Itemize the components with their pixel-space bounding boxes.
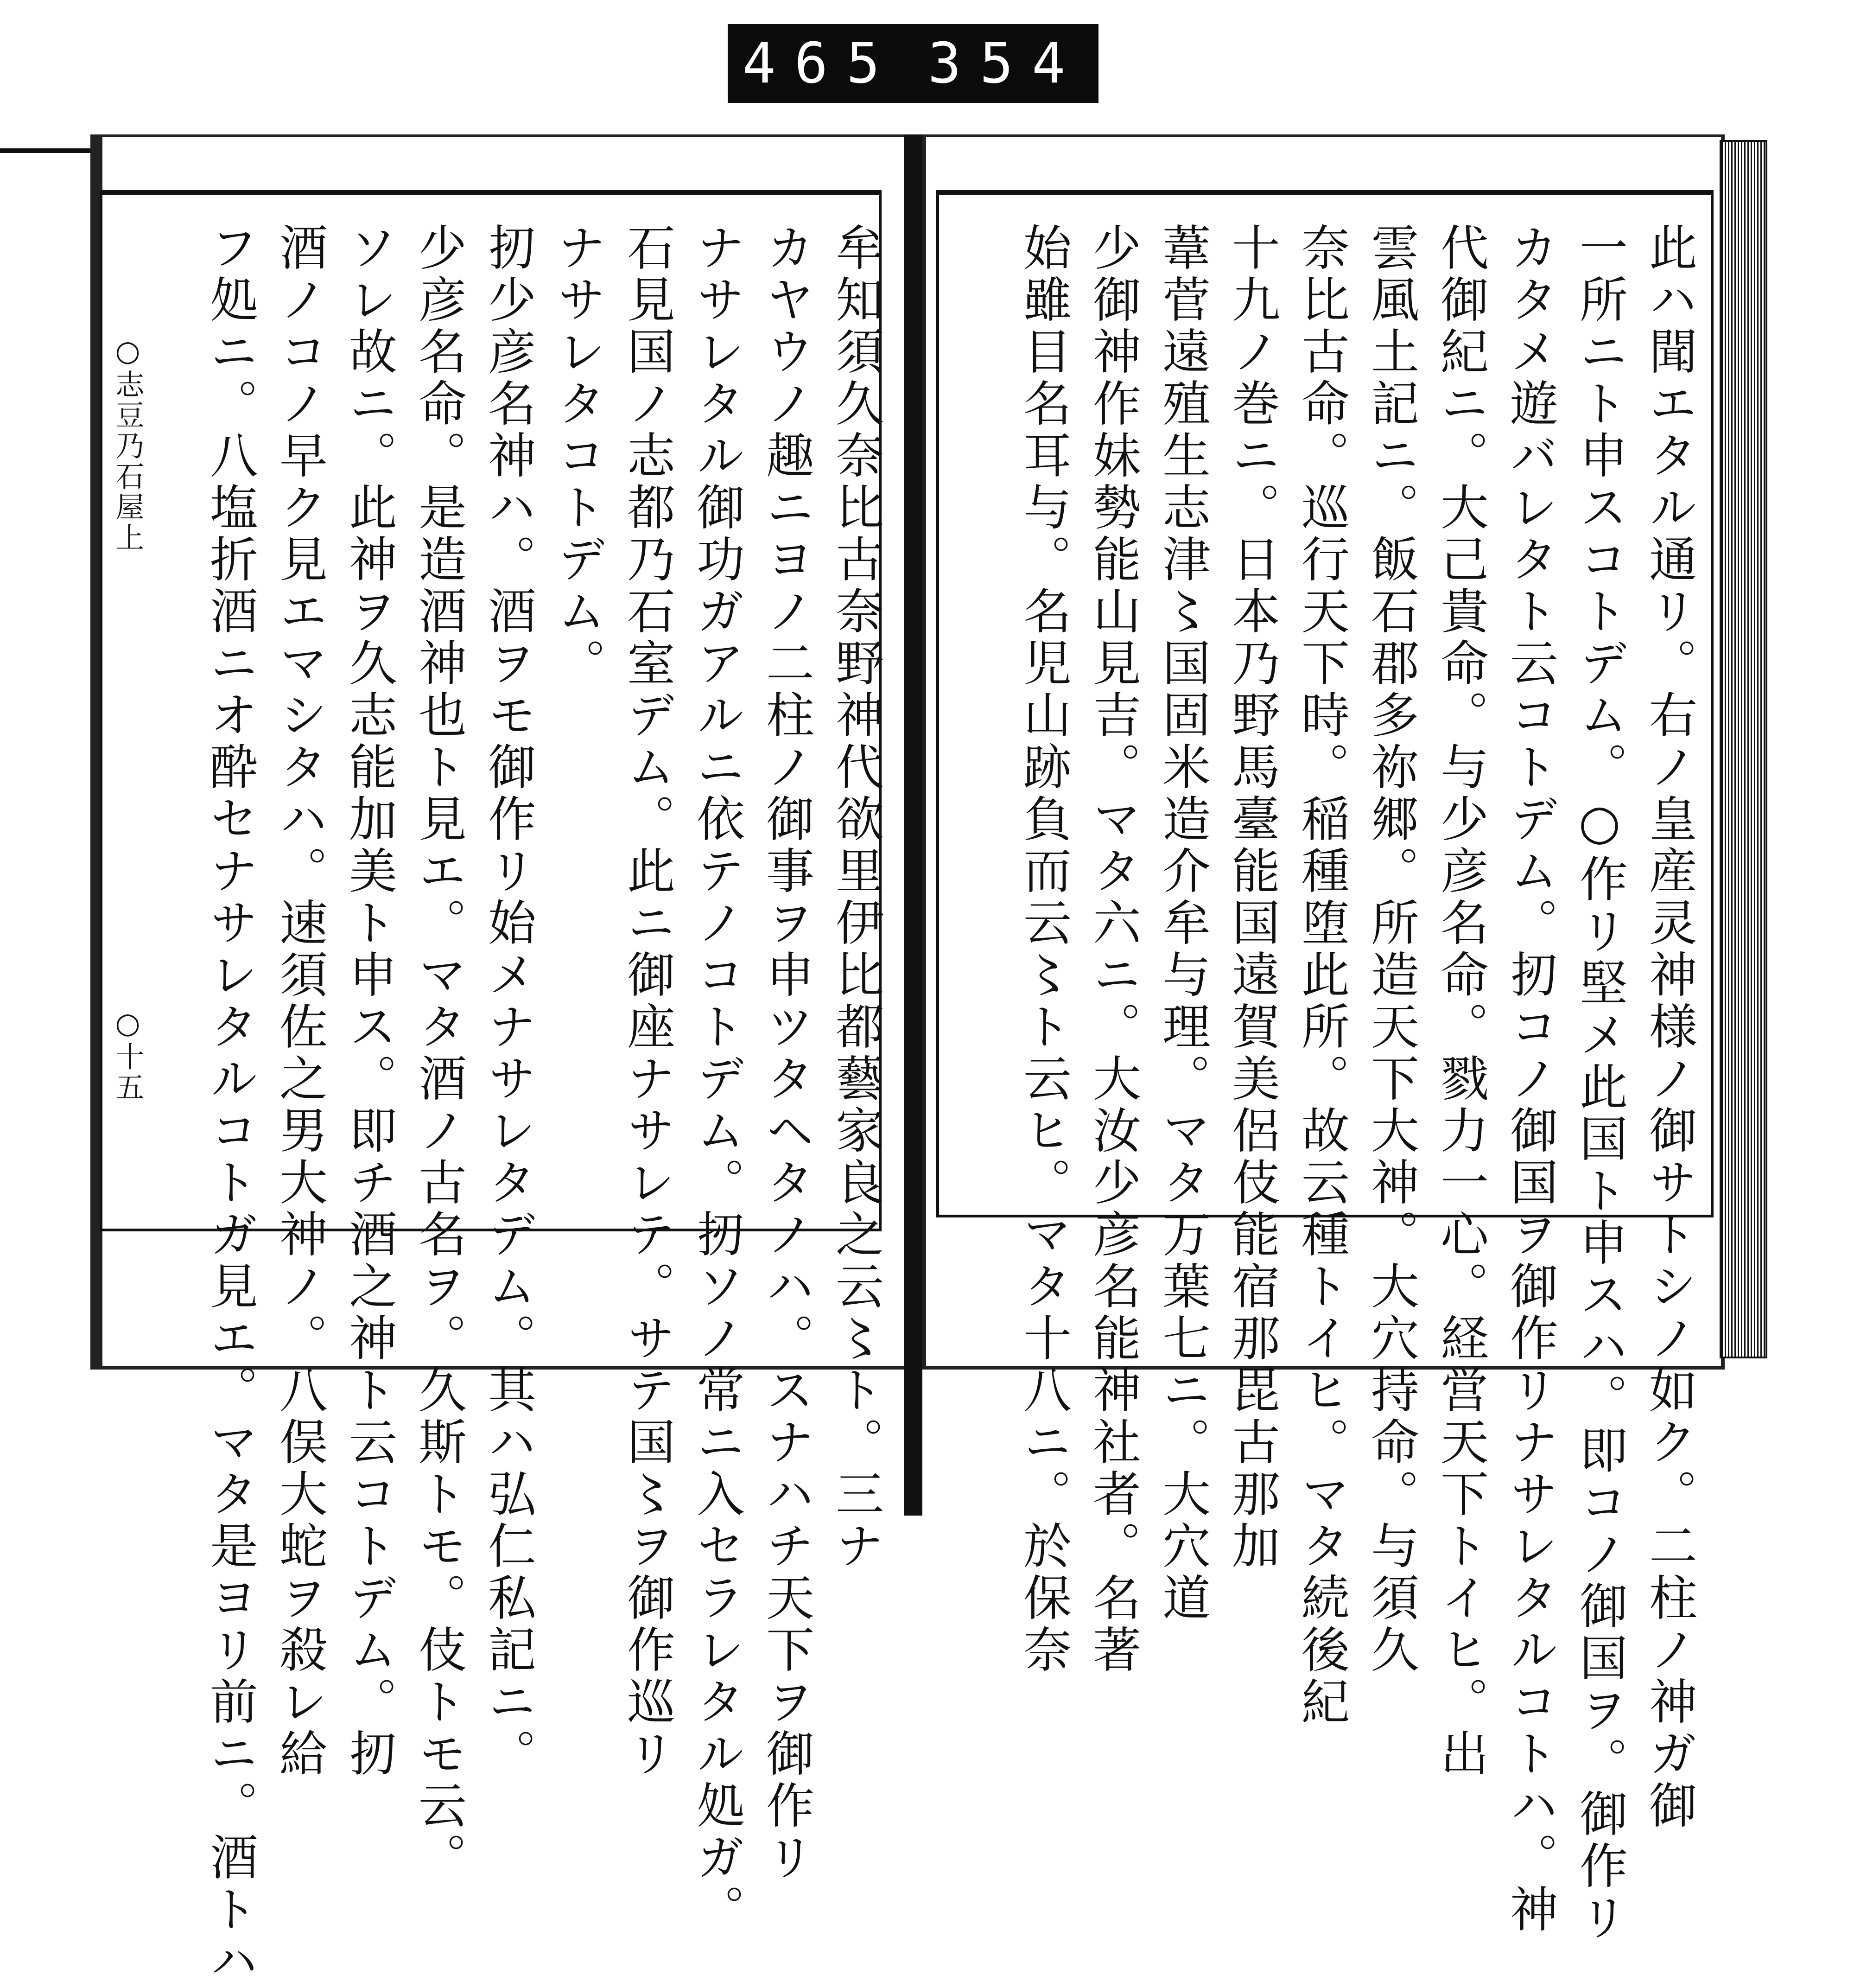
frame-number-1: 465 [742, 31, 899, 96]
text-column: 一所ニト申スコトデム。○作リ堅メ此国ト申スハ。即コノ御国ヲ。御作リ [1571, 223, 1628, 1944]
text-column: 雲風土記ニ。飯石郡多祢郷。所造天下大神。大穴持命。与須久 [1363, 223, 1419, 1676]
frame-number-label [728, 24, 1098, 103]
left-page-edge [0, 148, 90, 153]
left-text-frame [100, 190, 884, 1988]
text-column: 代御紀ニ。大己貴命。与少彦名命。戮力一心。経営天下トイヒ。出 [1432, 223, 1489, 1780]
text-column: 酒ノコノ早ク見エマシタハ。速須佐之男大神ノ。八俣大蛇ヲ殺レ給 [271, 223, 328, 1780]
text-column: カヤウノ趣ニヨノ二柱ノ御事ヲ申ツタヘタノハ。スナハチ天下ヲ御作リ [758, 223, 814, 1884]
text-column: 少御神作妹勢能山見吉。マタ六ニ。大汝少彦名能神社者。名著 [1085, 223, 1141, 1676]
text-column: 少彦名命。是造酒神也ト見エ。マタ酒ノ古名ヲ。久斯トモ。伎トモ云。 [410, 223, 467, 1884]
text-column: 奈比古命。巡行天下時。稲種堕此所。故云種トイヒ。マタ続後紀 [1293, 223, 1350, 1728]
text-column: 此ハ聞エタル通リ。右ノ皇産灵神様ノ御サトシノ如ク。二柱ノ神ガ御 [1641, 223, 1697, 1832]
book-spine [904, 134, 922, 1516]
text-column: 葦菅遠殖生志津〻国固米造介牟与理。マタ万葉七ニ。大穴道 [1154, 223, 1211, 1625]
text-column: ナサレタコトデム。 [549, 223, 606, 690]
text-column: カタメ遊バレタト云コトデム。扨コノ御国ヲ御作リナサレタルコトハ。神 [1502, 223, 1558, 1936]
text-column: ソレ故ニ。此神ヲ久志能加美ト申ス。即チ酒之神ト云コトデム。扨 [341, 223, 397, 1780]
page-edges [1720, 140, 1767, 1358]
right-text-frame [936, 190, 1714, 1944]
text-column: 十九ノ巻ニ。日本乃野馬臺能国遠賀美侶伎能宿那毘古那加 [1224, 223, 1280, 1573]
text-column: 石見国ノ志都乃石室デム。此ニ御座ナサレテ。サテ国〻ヲ御作巡リ [619, 223, 675, 1780]
text-column: 扨少彦名神ハ。酒ヲモ御作リ始メナサレタデム。其ハ弘仁私記ニ。 [480, 223, 536, 1780]
margin-title: ○志豆乃石屋上 [111, 334, 145, 553]
margin-folio: ○十五 [111, 1006, 145, 1103]
text-column: ナサレタル御功ガアルニ依テノコトデム。扨ソノ常ニ入セラレタル処ガ。 [688, 223, 745, 1936]
text-column: 牟知須久奈比古奈野神代欲里伊比都藝家良之云〻ト。三ナ [827, 223, 884, 1573]
frame-number-2: 354 [927, 31, 1084, 96]
text-column: 始雖目名耳与。名児山跡負而云〻ト云ヒ。マタ十八ニ。於保奈 [1015, 223, 1072, 1676]
text-column: フ処ニ。八塩折酒ニオ酔セナサレタルコトガ見エ。マタ是ヨリ前ニ。酒トハ [202, 223, 258, 1988]
